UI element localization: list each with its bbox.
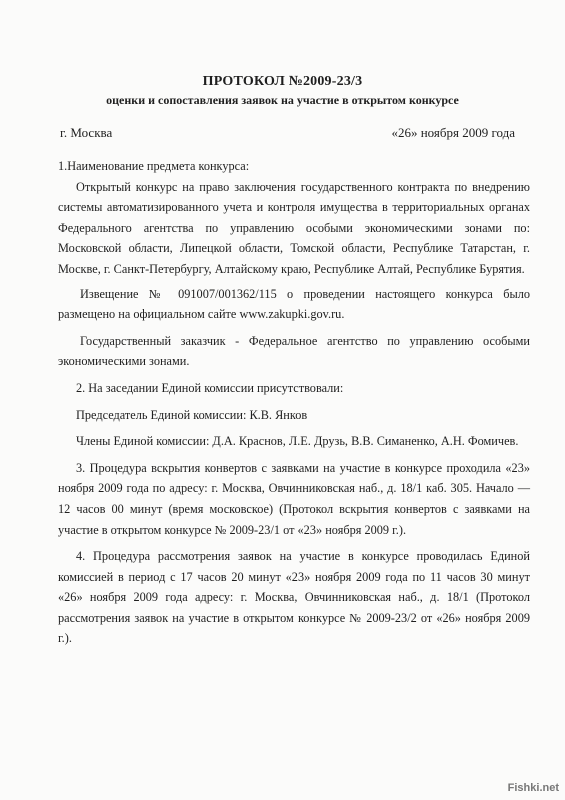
paragraph-customer: Государственный заказчик - Федеральное агентство по управлению особыми экономическими зонами. [58, 333, 530, 369]
document-title: ПРОТОКОЛ №2009-23/3 [202, 74, 363, 89]
paragraph-notice: Извещение № 091007/001362/115 о проведении настоящего конкурса было размещено на официальном сайте www.zakupki.gov.ru. [58, 286, 530, 322]
section-heading-2: 2. На заседании Единой комиссии присутствовали: [76, 380, 344, 395]
watermark-logo: Fishki.net [507, 782, 559, 794]
paragraph-chairman: Председатель Единой комиссии: К.В. Янков [76, 407, 308, 422]
document-place: г. Москва [60, 125, 113, 140]
paragraph-section-4: 4. Процедура рассмотрения заявок на участие в конкурсе проводилась Единой комиссией в период с 17 часов 20 минут «23» ноября 2009 года по 11 часов 30 минут «26» ноября 2009 года адресу: г. Москва, Овчинниковская наб., д. 18/1 (Протокол рассмотрения заявок на участие в открытом конкурсе № 2009-23/2 от «26» ноября 2009 г.). [58, 549, 530, 646]
section-heading-1: 1.Наименование предмета конкурса: [58, 159, 250, 173]
document-subtitle: оценки и сопоставления заявок на участие в открытом конкурсе [106, 93, 459, 107]
paragraph-section-3: 3. Процедура вскрытия конвертов с заявками на участие в конкурсе проходила «23» ноября 2009 года по адресу: г. Москва, Овчинниковская наб., д. 18/1 каб. 305. Начало — 12 часов 00 минут (время московское) (Протокол вскрытия конвертов с заявками на участие в открытом конкурсе № 2009-23/1 от «23» ноября 2009 г.). [58, 460, 530, 537]
document-date: «26» ноября 2009 года [391, 125, 515, 140]
document-body [58, 156, 530, 649]
paragraph-members: Члены Единой комиссии: Д.А. Краснов, Л.Е. Друзь, В.В. Симаненко, А.Н. Фомичев. [76, 434, 519, 449]
paragraph-subject: Открытый конкурс на право заключения государственного контракта по внедрению системы автоматизированного учета и контроля имущества в территориальных органах Федерального агентства по управлению особыми экономическими зонами по: Московской области, Липецкой области, Томской области, Республике Татарстан, г. Москве, г. Санкт-Петербургу, Алтайскому краю, Республике Алтай, Республике Бурятия. [58, 179, 530, 276]
